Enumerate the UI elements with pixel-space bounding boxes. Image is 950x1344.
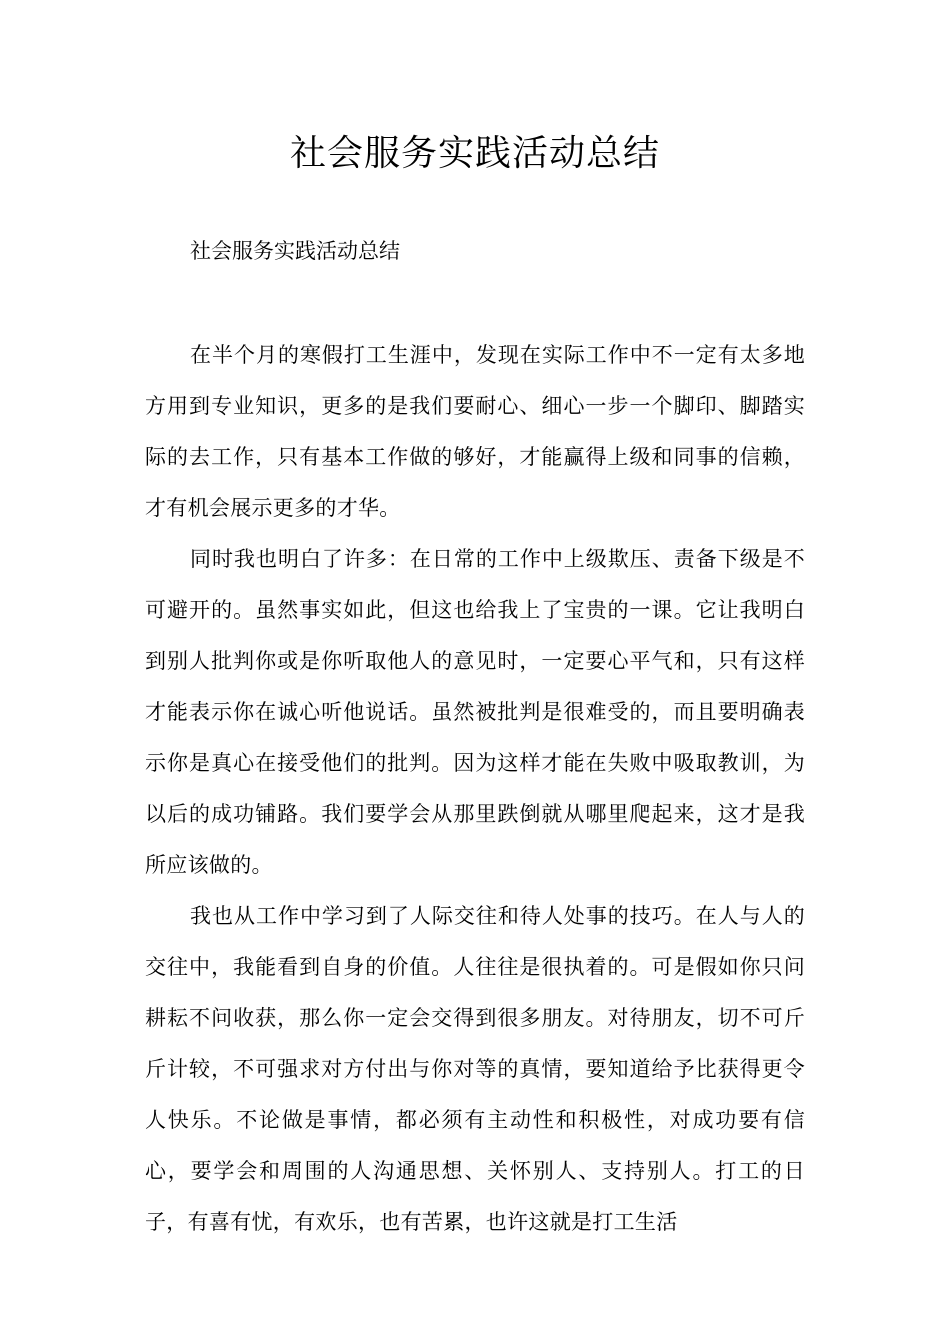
paragraph: 在半个月的寒假打工生涯中，发现在实际工作中不一定有太多地方用到专业知识，更多的是我们要耐心、细心一步一个脚印、脚踏实际的去工作，只有基本工作做的够好，才能赢得上级和同事的信赖，才有机会展示更多的才华。	[145, 343, 805, 520]
document-body	[145, 330, 805, 1248]
document-subtitle: 社会服务实践活动总结	[190, 239, 400, 263]
paragraph: 我也从工作中学习到了人际交往和待人处事的技巧。在人与人的交往中，我能看到自身的价值。人往往是很执着的。可是假如你只问耕耘不问收获，那么你一定会交得到很多朋友。对待朋友，切不可斤斤计较，不可强求对方付出与你对等的真情，要知道给予比获得更令人快乐。不论做是事情，都必须有主动性和积极性，对成功要有信心，要学会和周围的人沟通思想、关怀别人、支持别人。打工的日子，有喜有忧，有欢乐，也有苦累，也许这就是打工生活	[145, 904, 805, 1234]
document-title: 社会服务实践活动总结	[289, 133, 660, 174]
paragraph: 同时我也明白了许多：在日常的工作中上级欺压、责备下级是不可避开的。虽然事实如此，但这也给我上了宝贵的一课。它让我明白到别人批判你或是你听取他人的意见时，一定要心平气和，只有这样才能表示你在诚心听他说话。虽然被批判是很难受的，而且要明确表示你是真心在接受他们的批判。因为这样才能在失败中吸取教训，为以后的成功铺路。我们要学会从那里跌倒就从哪里爬起来，这才是我所应该做的。	[145, 547, 805, 877]
